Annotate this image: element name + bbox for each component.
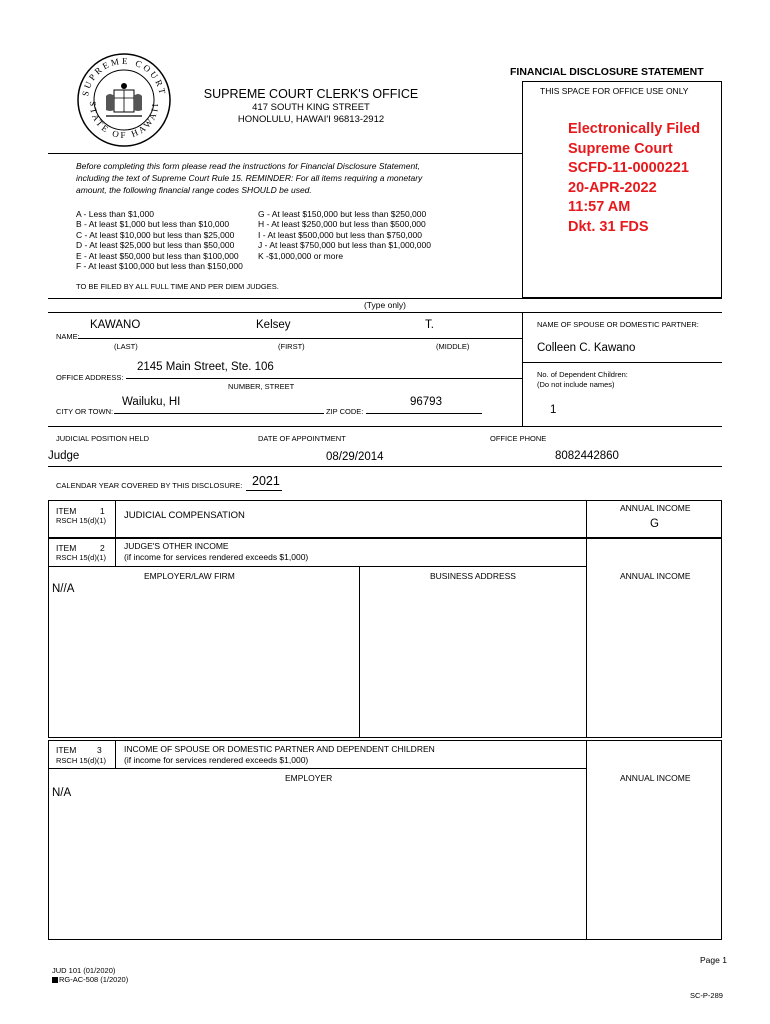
- divider: [48, 426, 722, 427]
- stamp-line: Dkt. 31 FDS: [568, 218, 649, 235]
- type-only-label: (Type only): [363, 300, 407, 310]
- stamp-line: 11:57 AM: [568, 199, 631, 215]
- range-codes-right: [258, 209, 431, 261]
- range-code: E - At least $50,000 but less than $100,000: [76, 250, 239, 261]
- appointment-date-value: 08/29/2014: [326, 451, 384, 463]
- last-name-value: KAWANO: [90, 319, 141, 331]
- dependents-label-line: No. of Dependent Children:: [537, 370, 628, 379]
- item3-employer-label: EMPLOYER: [285, 773, 333, 783]
- middle-label: (MIDDLE): [436, 342, 470, 351]
- office-street: 417 SOUTH KING STREET: [252, 102, 370, 113]
- divider: [115, 538, 116, 566]
- name-label: NAME:: [56, 332, 80, 341]
- range-code: K -$1,000,000 or more: [258, 250, 344, 261]
- item2-business-address-label: BUSINESS ADDRESS: [430, 571, 516, 581]
- stamp-line: Supreme Court: [568, 140, 673, 157]
- range-code: H - At least $250,000 but less than $500,000: [258, 219, 426, 230]
- name-underline: [78, 338, 522, 339]
- item3-annual-income-label: ANNUAL INCOME: [620, 773, 691, 783]
- checkbox-marker-icon: [52, 977, 58, 983]
- city-underline: [114, 413, 324, 414]
- range-code: J - At least $750,000 but less than $1,000,000: [258, 240, 431, 251]
- stamp-line: Electronically Filed: [568, 121, 701, 137]
- item2-label: ITEM: [56, 543, 77, 553]
- item2-employer-label: EMPLOYER/LAW FIRM: [144, 571, 235, 581]
- middle-initial-value: T.: [425, 319, 434, 331]
- item3-box: [48, 740, 722, 940]
- divider: [115, 500, 116, 538]
- form-code-secondary: [52, 975, 128, 984]
- divider: [48, 466, 722, 467]
- office-city: HONOLULU, HAWAI'I 96813-2912: [237, 114, 385, 125]
- item3-subtitle: (if income for services rendered exceeds $1,000): [124, 755, 309, 765]
- zip-value: 96793: [410, 396, 442, 408]
- range-code: F - At least $100,000 but less than $150,000: [76, 261, 243, 272]
- zip-label: ZIP CODE:: [326, 407, 364, 416]
- svg-text:SUPREME COURT: SUPREME COURT: [80, 55, 168, 98]
- court-seal: [76, 52, 172, 148]
- divider: [586, 538, 587, 738]
- range-code: I - At least $500,000 but less than $750,000: [258, 229, 422, 240]
- divider: [586, 740, 587, 940]
- office-use-label: THIS SPACE FOR OFFICE USE ONLY: [540, 86, 689, 96]
- instruction-line: amount, the following financial range codes SHOULD be used.: [76, 185, 312, 195]
- spouse-label: NAME OF SPOUSE OR DOMESTIC PARTNER:: [537, 320, 699, 329]
- number-street-label: NUMBER, STREET: [228, 382, 295, 391]
- dependents-label: [537, 370, 628, 390]
- range-code: G - At least $150,000 but less than $250,000: [258, 209, 427, 219]
- item3-rule: RSCH 15(d)(1): [56, 756, 107, 765]
- item1-title: JUDICIAL COMPENSATION: [124, 510, 245, 521]
- instructions-text: [76, 160, 422, 196]
- office-phone-label: OFFICE PHONE: [490, 434, 547, 443]
- dependents-label-line: (Do not include names): [537, 380, 615, 389]
- city-value: Wailuku, HI: [122, 396, 181, 408]
- item1-annual-income-value: G: [650, 518, 659, 530]
- spouse-name-value: Colleen C. Kawano: [537, 342, 636, 354]
- range-code: C - At least $10,000 but less than $25,000: [76, 229, 235, 240]
- divider: [522, 362, 722, 363]
- item2-rule: RSCH 15(d)(1): [56, 553, 107, 562]
- electronic-filing-stamp: [568, 120, 700, 237]
- item2-number: 2: [100, 543, 105, 553]
- item1-rule: RSCH 15(d)(1): [56, 516, 107, 525]
- divider: [48, 298, 722, 299]
- zip-underline: [366, 413, 482, 414]
- item2-subtitle: (if income for services rendered exceeds $1,000): [124, 552, 309, 562]
- item2-title: JUDGE'S OTHER INCOME: [124, 541, 229, 551]
- address-underline: [126, 378, 522, 379]
- divider: [115, 740, 116, 768]
- instruction-line: Before completing this form please read the instructions for Financial Disclosure Statement,: [76, 161, 420, 171]
- office-name: SUPREME COURT CLERK'S OFFICE: [203, 87, 419, 101]
- first-label: (FIRST): [278, 342, 305, 351]
- divider: [48, 153, 522, 154]
- item3-employer-value: N/A: [52, 787, 72, 799]
- office-phone-value: 8082442860: [555, 450, 619, 462]
- svg-text:STATE OF HAWAII: STATE OF HAWAII: [87, 100, 161, 141]
- city-label: CITY OR TOWN:: [56, 407, 114, 416]
- appointment-label: DATE OF APPOINTMENT: [258, 434, 346, 443]
- page-number: Page 1: [700, 955, 727, 965]
- last-label: (LAST): [114, 342, 138, 351]
- first-name-value: Kelsey: [256, 319, 291, 331]
- office-address-value: 2145 Main Street, Ste. 106: [137, 361, 274, 373]
- range-code: D - At least $25,000 but less than $50,000: [76, 240, 235, 251]
- stamp-line: 20-APR-2022: [568, 179, 657, 196]
- item2-box: [48, 538, 722, 738]
- divider: [48, 566, 586, 567]
- item1-annual-income-label: ANNUAL INCOME: [620, 503, 691, 513]
- form-code-secondary-text: RG-AC-508 (1/2020): [59, 975, 129, 984]
- form-title: FINANCIAL DISCLOSURE STATEMENT: [510, 66, 704, 78]
- divider: [586, 500, 587, 538]
- divider: [48, 312, 722, 313]
- judicial-position-label: JUDICIAL POSITION HELD: [56, 434, 150, 443]
- form-code: JUD 101 (01/2020): [52, 966, 116, 975]
- year-underline: [246, 490, 282, 491]
- item3-label: ITEM: [56, 745, 77, 755]
- item2-employer-value: N//A: [52, 583, 75, 595]
- calendar-year-value: 2021: [252, 474, 280, 488]
- range-code: B - At least $1,000 but less than $10,000: [76, 219, 230, 230]
- office-address-label: OFFICE ADDRESS:: [56, 373, 124, 382]
- divider: [522, 312, 523, 426]
- stamp-line: SCFD-11-0000221: [568, 160, 689, 176]
- range-codes-left: [76, 209, 243, 271]
- divider: [48, 768, 586, 769]
- instruction-line: including the text of Supreme Court Rule 15. REMINDER: For all items requiring a monetary: [76, 173, 423, 183]
- item2-annual-income-label: ANNUAL INCOME: [620, 571, 691, 581]
- judicial-position-value: Judge: [48, 450, 80, 462]
- filed-by-note: TO BE FILED BY ALL FULL TIME AND PER DIEM JUDGES.: [76, 282, 279, 291]
- sc-code: SC-P-289: [690, 991, 723, 1000]
- divider: [359, 566, 360, 738]
- item3-title: INCOME OF SPOUSE OR DOMESTIC PARTNER AND DEPENDENT CHILDREN: [124, 744, 435, 754]
- dependents-value: 1: [550, 404, 557, 416]
- range-code: A - Less than $1,000: [76, 209, 154, 219]
- calendar-year-label: CALENDAR YEAR COVERED BY THIS DISCLOSURE:: [56, 481, 243, 490]
- item1-label: ITEM: [56, 506, 77, 516]
- item3-number: 3: [97, 745, 102, 755]
- item1-number: 1: [100, 506, 105, 516]
